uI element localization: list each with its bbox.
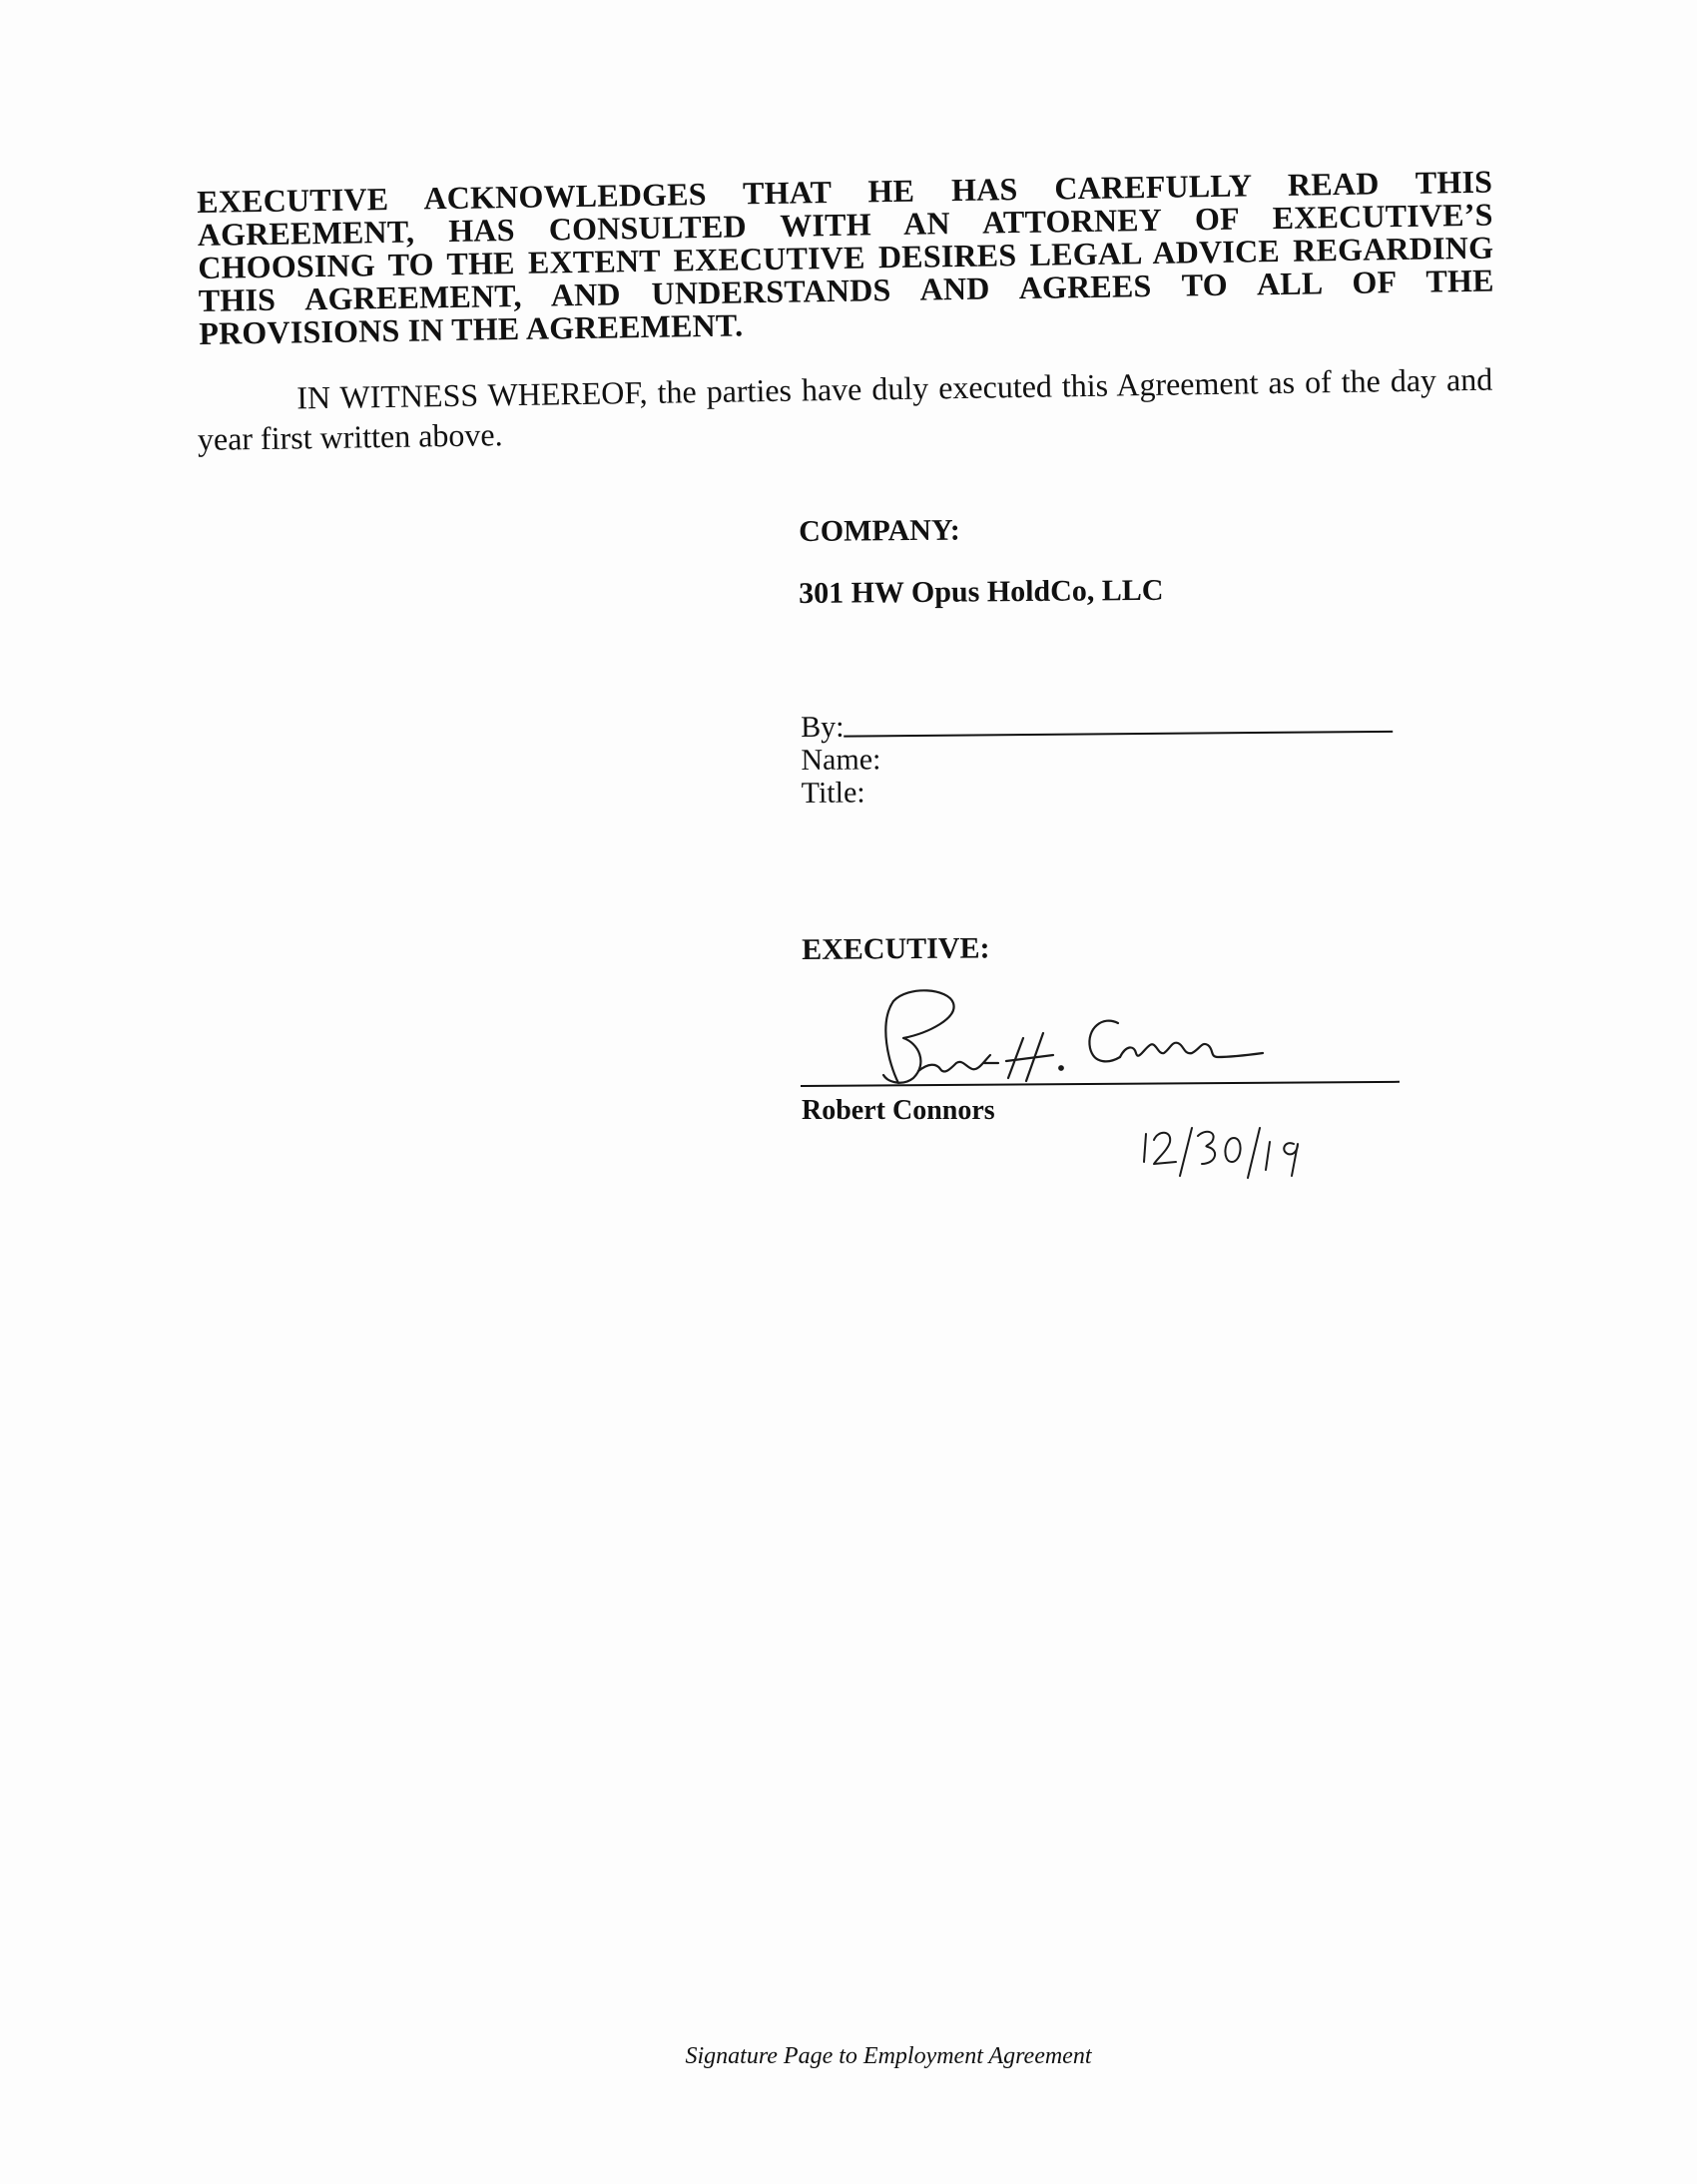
acknowledgment-paragraph: EXECUTIVE ACKNOWLEDGES THAT HE HAS CAREFULLY READ THIS AGREEMENT, HAS CONSULTED WITH AN ATTORNEY OF EXECUTIVE’S CHOOSING TO THE EXTENT EXECUTIVE DESIRES LEGAL ADVICE REGARDING THIS AGREEMENT, AND UNDERSTANDS AND AGREES TO ALL OF THE PROVISIONS IN THE AGREEMENT.	[196, 163, 1494, 351]
page-footer	[0, 2042, 1697, 2070]
executive-name: Robert Connors	[802, 1095, 995, 1126]
executive-label: EXECUTIVE:	[802, 931, 990, 966]
company-label: COMPANY:	[799, 513, 960, 548]
name-label: Name:	[801, 743, 881, 777]
footer-text: Signature Page to Employment Agreement	[685, 2043, 1092, 2069]
title-label: Title:	[801, 776, 865, 810]
company-name: 301 HW Opus HoldCo, LLC	[799, 573, 1164, 610]
witness-paragraph: IN WITNESS WHEREOF, the parties have duly executed this Agreement as of the day and year first written above.	[197, 360, 1493, 457]
by-signature-line	[845, 731, 1394, 738]
by-row	[801, 706, 1419, 744]
company-signature-fields	[801, 706, 1420, 810]
by-label: By:	[801, 710, 845, 744]
handwritten-signature	[858, 983, 1278, 1093]
handwritten-date	[1136, 1114, 1316, 1184]
